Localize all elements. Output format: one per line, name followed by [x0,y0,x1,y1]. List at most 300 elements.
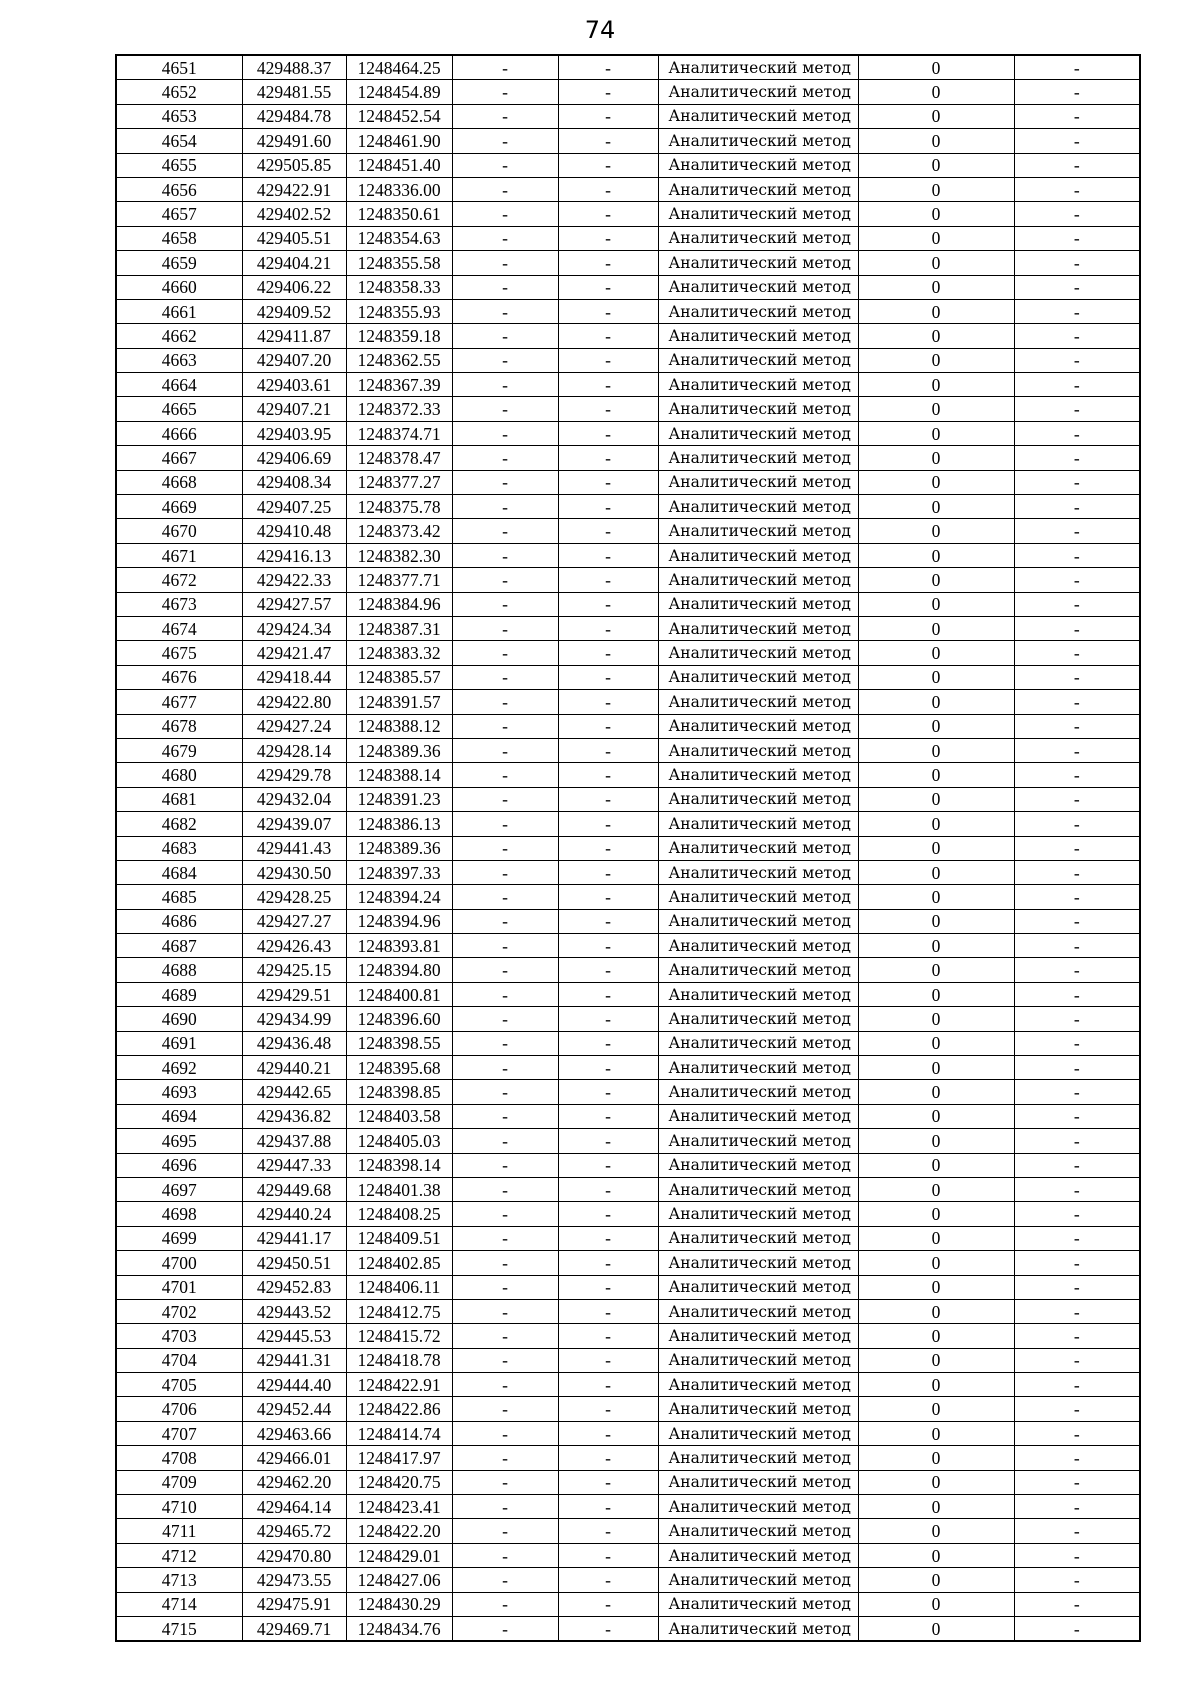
cell-method: Аналитический метод [658,519,858,543]
cell-point-number: 4697 [116,1177,242,1201]
cell-x-dash: - [452,763,558,787]
cell-point-number: 4677 [116,690,242,714]
cell-method: Аналитический метод [658,373,858,397]
cell-y-dash: - [558,860,658,884]
cell-x-dash: - [452,55,558,80]
cell-error-value: 0 [858,1056,1014,1080]
cell-y-dash: - [558,1592,658,1616]
cell-x-dash: - [452,519,558,543]
cell-y-coordinate: 1248383.32 [346,641,452,665]
table-row [116,373,1140,397]
cell-y-dash: - [558,1470,658,1494]
cell-y-coordinate: 1248377.27 [346,470,452,494]
cell-note: - [1014,470,1140,494]
cell-error-value: 0 [858,714,1014,738]
cell-method: Аналитический метод [658,1080,858,1104]
cell-y-coordinate: 1248412.75 [346,1299,452,1323]
table-row [116,1592,1140,1616]
cell-point-number: 4665 [116,397,242,421]
cell-x-dash: - [452,324,558,348]
cell-x-coordinate: 429406.22 [242,275,346,299]
cell-error-value: 0 [858,153,1014,177]
cell-y-coordinate: 1248350.61 [346,202,452,226]
cell-point-number: 4714 [116,1592,242,1616]
cell-x-coordinate: 429407.25 [242,495,346,519]
cell-error-value: 0 [858,592,1014,616]
cell-note: - [1014,1251,1140,1275]
cell-x-coordinate: 429409.52 [242,299,346,323]
cell-point-number: 4661 [116,299,242,323]
cell-point-number: 4668 [116,470,242,494]
cell-x-coordinate: 429403.95 [242,421,346,445]
table-row [116,616,1140,640]
cell-y-coordinate: 1248355.58 [346,251,452,275]
table-row [116,324,1140,348]
cell-x-dash: - [452,714,558,738]
cell-y-coordinate: 1248403.58 [346,1104,452,1128]
cell-y-coordinate: 1248415.72 [346,1324,452,1348]
cell-y-dash: - [558,812,658,836]
cell-point-number: 4652 [116,80,242,104]
cell-x-coordinate: 429427.27 [242,909,346,933]
cell-method: Аналитический метод [658,568,858,592]
cell-error-value: 0 [858,1617,1014,1642]
cell-point-number: 4701 [116,1275,242,1299]
table-row [116,1446,1140,1470]
cell-y-dash: - [558,1275,658,1299]
cell-method: Аналитический метод [658,1007,858,1031]
cell-method: Аналитический метод [658,202,858,226]
cell-x-dash: - [452,1397,558,1421]
table-row [116,55,1140,80]
cell-y-coordinate: 1248406.11 [346,1275,452,1299]
cell-error-value: 0 [858,519,1014,543]
cell-error-value: 0 [858,568,1014,592]
cell-error-value: 0 [858,1495,1014,1519]
cell-method: Аналитический метод [658,714,858,738]
cell-point-number: 4705 [116,1373,242,1397]
cell-x-dash: - [452,226,558,250]
cell-y-dash: - [558,129,658,153]
cell-point-number: 4696 [116,1153,242,1177]
cell-y-coordinate: 1248451.40 [346,153,452,177]
cell-error-value: 0 [858,129,1014,153]
cell-x-dash: - [452,1543,558,1567]
cell-x-dash: - [452,80,558,104]
cell-x-dash: - [452,690,558,714]
cell-x-coordinate: 429470.80 [242,1543,346,1567]
cell-y-dash: - [558,885,658,909]
cell-y-dash: - [558,787,658,811]
cell-error-value: 0 [858,55,1014,80]
cell-y-coordinate: 1248394.96 [346,909,452,933]
cell-y-coordinate: 1248336.00 [346,177,452,201]
cell-error-value: 0 [858,202,1014,226]
cell-y-coordinate: 1248372.33 [346,397,452,421]
cell-y-coordinate: 1248391.23 [346,787,452,811]
cell-x-dash: - [452,641,558,665]
cell-y-coordinate: 1248397.33 [346,860,452,884]
table-row [116,519,1140,543]
cell-note: - [1014,104,1140,128]
cell-x-coordinate: 429436.82 [242,1104,346,1128]
cell-x-coordinate: 429425.15 [242,958,346,982]
cell-error-value: 0 [858,1202,1014,1226]
cell-x-dash: - [452,982,558,1006]
cell-point-number: 4663 [116,348,242,372]
cell-error-value: 0 [858,690,1014,714]
cell-x-coordinate: 429439.07 [242,812,346,836]
cell-y-dash: - [558,934,658,958]
cell-point-number: 4708 [116,1446,242,1470]
cell-x-coordinate: 429440.24 [242,1202,346,1226]
cell-method: Аналитический метод [658,1519,858,1543]
coordinates-table [115,54,1141,1642]
cell-method: Аналитический метод [658,1421,858,1445]
cell-method: Аналитический метод [658,1251,858,1275]
table-row [116,1348,1140,1372]
cell-x-coordinate: 429452.83 [242,1275,346,1299]
cell-x-dash: - [452,495,558,519]
cell-error-value: 0 [858,226,1014,250]
cell-method: Аналитический метод [658,348,858,372]
cell-method: Аналитический метод [658,421,858,445]
cell-method: Аналитический метод [658,177,858,201]
cell-method: Аналитический метод [658,543,858,567]
cell-method: Аналитический метод [658,153,858,177]
cell-x-dash: - [452,836,558,860]
cell-y-dash: - [558,55,658,80]
cell-y-dash: - [558,324,658,348]
cell-error-value: 0 [858,1592,1014,1616]
cell-error-value: 0 [858,446,1014,470]
cell-error-value: 0 [858,616,1014,640]
cell-y-dash: - [558,1129,658,1153]
cell-y-coordinate: 1248422.91 [346,1373,452,1397]
cell-y-coordinate: 1248464.25 [346,55,452,80]
cell-method: Аналитический метод [658,1056,858,1080]
cell-point-number: 4699 [116,1226,242,1250]
cell-x-coordinate: 429463.66 [242,1421,346,1445]
cell-method: Аналитический метод [658,641,858,665]
cell-point-number: 4659 [116,251,242,275]
cell-method: Аналитический метод [658,1495,858,1519]
cell-method: Аналитический метод [658,470,858,494]
cell-y-coordinate: 1248422.20 [346,1519,452,1543]
cell-method: Аналитический метод [658,885,858,909]
cell-y-coordinate: 1248452.54 [346,104,452,128]
cell-note: - [1014,836,1140,860]
cell-x-dash: - [452,958,558,982]
table-row [116,860,1140,884]
cell-note: - [1014,129,1140,153]
cell-y-coordinate: 1248420.75 [346,1470,452,1494]
cell-point-number: 4653 [116,104,242,128]
cell-x-coordinate: 429442.65 [242,1080,346,1104]
cell-error-value: 0 [858,495,1014,519]
cell-note: - [1014,324,1140,348]
cell-error-value: 0 [858,836,1014,860]
table-row [116,568,1140,592]
cell-x-coordinate: 429407.20 [242,348,346,372]
cell-x-dash: - [452,1519,558,1543]
cell-method: Аналитический метод [658,1202,858,1226]
cell-x-coordinate: 429429.51 [242,982,346,1006]
cell-note: - [1014,299,1140,323]
cell-y-coordinate: 1248394.24 [346,885,452,909]
cell-x-coordinate: 429428.14 [242,738,346,762]
cell-point-number: 4704 [116,1348,242,1372]
table-row [116,177,1140,201]
cell-method: Аналитический метод [658,909,858,933]
table-row [116,885,1140,909]
cell-x-coordinate: 429449.68 [242,1177,346,1201]
cell-x-coordinate: 429436.48 [242,1031,346,1055]
cell-x-dash: - [452,616,558,640]
cell-point-number: 4687 [116,934,242,958]
cell-note: - [1014,1446,1140,1470]
cell-method: Аналитический метод [658,690,858,714]
table-row [116,641,1140,665]
table-row [116,104,1140,128]
cell-x-dash: - [452,1104,558,1128]
cell-x-dash: - [452,1129,558,1153]
table-row [116,1543,1140,1567]
cell-error-value: 0 [858,1568,1014,1592]
cell-point-number: 4684 [116,860,242,884]
cell-x-dash: - [452,1495,558,1519]
cell-y-dash: - [558,397,658,421]
cell-x-dash: - [452,592,558,616]
cell-y-dash: - [558,153,658,177]
table-row [116,153,1140,177]
cell-method: Аналитический метод [658,55,858,80]
cell-method: Аналитический метод [658,665,858,689]
table-row [116,251,1140,275]
cell-x-coordinate: 429422.91 [242,177,346,201]
cell-error-value: 0 [858,1275,1014,1299]
table-row [116,1129,1140,1153]
cell-x-dash: - [452,104,558,128]
cell-x-dash: - [452,1153,558,1177]
cell-x-coordinate: 429410.48 [242,519,346,543]
cell-point-number: 4711 [116,1519,242,1543]
cell-error-value: 0 [858,1397,1014,1421]
cell-method: Аналитический метод [658,1031,858,1055]
cell-note: - [1014,55,1140,80]
cell-point-number: 4676 [116,665,242,689]
table-row [116,1495,1140,1519]
cell-x-dash: - [452,421,558,445]
cell-method: Аналитический метод [658,934,858,958]
table-row [116,275,1140,299]
cell-y-coordinate: 1248408.25 [346,1202,452,1226]
cell-y-coordinate: 1248362.55 [346,348,452,372]
cell-note: - [1014,1226,1140,1250]
cell-x-dash: - [452,1348,558,1372]
cell-y-dash: - [558,1202,658,1226]
cell-method: Аналитический метод [658,1446,858,1470]
cell-error-value: 0 [858,885,1014,909]
cell-y-coordinate: 1248417.97 [346,1446,452,1470]
cell-y-dash: - [558,1080,658,1104]
cell-point-number: 4709 [116,1470,242,1494]
cell-y-coordinate: 1248375.78 [346,495,452,519]
cell-method: Аналитический метод [658,324,858,348]
cell-y-dash: - [558,738,658,762]
cell-point-number: 4700 [116,1251,242,1275]
cell-x-dash: - [452,1007,558,1031]
cell-error-value: 0 [858,982,1014,1006]
cell-point-number: 4688 [116,958,242,982]
cell-note: - [1014,812,1140,836]
cell-note: - [1014,275,1140,299]
cell-method: Аналитический метод [658,226,858,250]
cell-error-value: 0 [858,397,1014,421]
cell-note: - [1014,1470,1140,1494]
cell-x-dash: - [452,1592,558,1616]
cell-y-coordinate: 1248373.42 [346,519,452,543]
cell-y-dash: - [558,616,658,640]
cell-y-coordinate: 1248396.60 [346,1007,452,1031]
cell-note: - [1014,373,1140,397]
cell-error-value: 0 [858,1299,1014,1323]
cell-point-number: 4706 [116,1397,242,1421]
cell-x-coordinate: 429441.43 [242,836,346,860]
table-row [116,1202,1140,1226]
cell-point-number: 4707 [116,1421,242,1445]
table-row [116,129,1140,153]
cell-note: - [1014,1421,1140,1445]
cell-error-value: 0 [858,348,1014,372]
cell-y-dash: - [558,1617,658,1642]
cell-method: Аналитический метод [658,1397,858,1421]
cell-y-dash: - [558,982,658,1006]
cell-point-number: 4671 [116,543,242,567]
cell-error-value: 0 [858,543,1014,567]
cell-note: - [1014,909,1140,933]
cell-method: Аналитический метод [658,1104,858,1128]
table-row [116,714,1140,738]
cell-x-dash: - [452,1373,558,1397]
cell-y-coordinate: 1248388.14 [346,763,452,787]
cell-error-value: 0 [858,738,1014,762]
cell-note: - [1014,568,1140,592]
cell-method: Аналитический метод [658,1299,858,1323]
cell-y-coordinate: 1248391.57 [346,690,452,714]
cell-y-coordinate: 1248359.18 [346,324,452,348]
cell-y-dash: - [558,690,658,714]
cell-method: Аналитический метод [658,299,858,323]
cell-note: - [1014,738,1140,762]
table-row [116,202,1140,226]
cell-x-dash: - [452,860,558,884]
cell-y-dash: - [558,836,658,860]
cell-method: Аналитический метод [658,787,858,811]
cell-y-dash: - [558,1226,658,1250]
table-row [116,1007,1140,1031]
cell-x-dash: - [452,934,558,958]
cell-x-dash: - [452,909,558,933]
cell-x-coordinate: 429403.61 [242,373,346,397]
cell-error-value: 0 [858,373,1014,397]
table-row [116,934,1140,958]
cell-y-dash: - [558,1568,658,1592]
cell-point-number: 4713 [116,1568,242,1592]
cell-y-coordinate: 1248358.33 [346,275,452,299]
cell-error-value: 0 [858,787,1014,811]
cell-x-dash: - [452,787,558,811]
cell-y-coordinate: 1248427.06 [346,1568,452,1592]
cell-x-coordinate: 429421.47 [242,641,346,665]
cell-x-coordinate: 429465.72 [242,1519,346,1543]
cell-note: - [1014,348,1140,372]
cell-y-dash: - [558,665,658,689]
cell-error-value: 0 [858,1226,1014,1250]
cell-y-coordinate: 1248405.03 [346,1129,452,1153]
cell-note: - [1014,958,1140,982]
cell-point-number: 4658 [116,226,242,250]
cell-y-coordinate: 1248402.85 [346,1251,452,1275]
cell-point-number: 4679 [116,738,242,762]
cell-x-coordinate: 429484.78 [242,104,346,128]
cell-y-coordinate: 1248430.29 [346,1592,452,1616]
cell-point-number: 4715 [116,1617,242,1642]
table-row [116,1031,1140,1055]
cell-note: - [1014,1031,1140,1055]
cell-error-value: 0 [858,812,1014,836]
cell-x-coordinate: 429437.88 [242,1129,346,1153]
cell-error-value: 0 [858,421,1014,445]
table-row [116,1104,1140,1128]
cell-point-number: 4689 [116,982,242,1006]
cell-y-coordinate: 1248367.39 [346,373,452,397]
cell-error-value: 0 [858,1251,1014,1275]
cell-y-dash: - [558,446,658,470]
cell-error-value: 0 [858,1080,1014,1104]
cell-y-coordinate: 1248434.76 [346,1617,452,1642]
cell-x-dash: - [452,153,558,177]
cell-x-coordinate: 429416.13 [242,543,346,567]
cell-method: Аналитический метод [658,1617,858,1642]
cell-x-coordinate: 429422.33 [242,568,346,592]
table-row [116,690,1140,714]
cell-note: - [1014,226,1140,250]
table-row [116,1080,1140,1104]
cell-note: - [1014,153,1140,177]
cell-error-value: 0 [858,1446,1014,1470]
cell-note: - [1014,1129,1140,1153]
cell-note: - [1014,641,1140,665]
cell-point-number: 4685 [116,885,242,909]
cell-point-number: 4667 [116,446,242,470]
cell-note: - [1014,1519,1140,1543]
cell-error-value: 0 [858,104,1014,128]
cell-point-number: 4656 [116,177,242,201]
cell-method: Аналитический метод [658,958,858,982]
cell-note: - [1014,421,1140,445]
cell-x-coordinate: 429430.50 [242,860,346,884]
cell-y-dash: - [558,1543,658,1567]
cell-method: Аналитический метод [658,129,858,153]
cell-y-coordinate: 1248418.78 [346,1348,452,1372]
cell-y-dash: - [558,1031,658,1055]
cell-y-dash: - [558,348,658,372]
cell-y-dash: - [558,1177,658,1201]
cell-y-dash: - [558,1348,658,1372]
cell-x-dash: - [452,1275,558,1299]
cell-y-dash: - [558,519,658,543]
